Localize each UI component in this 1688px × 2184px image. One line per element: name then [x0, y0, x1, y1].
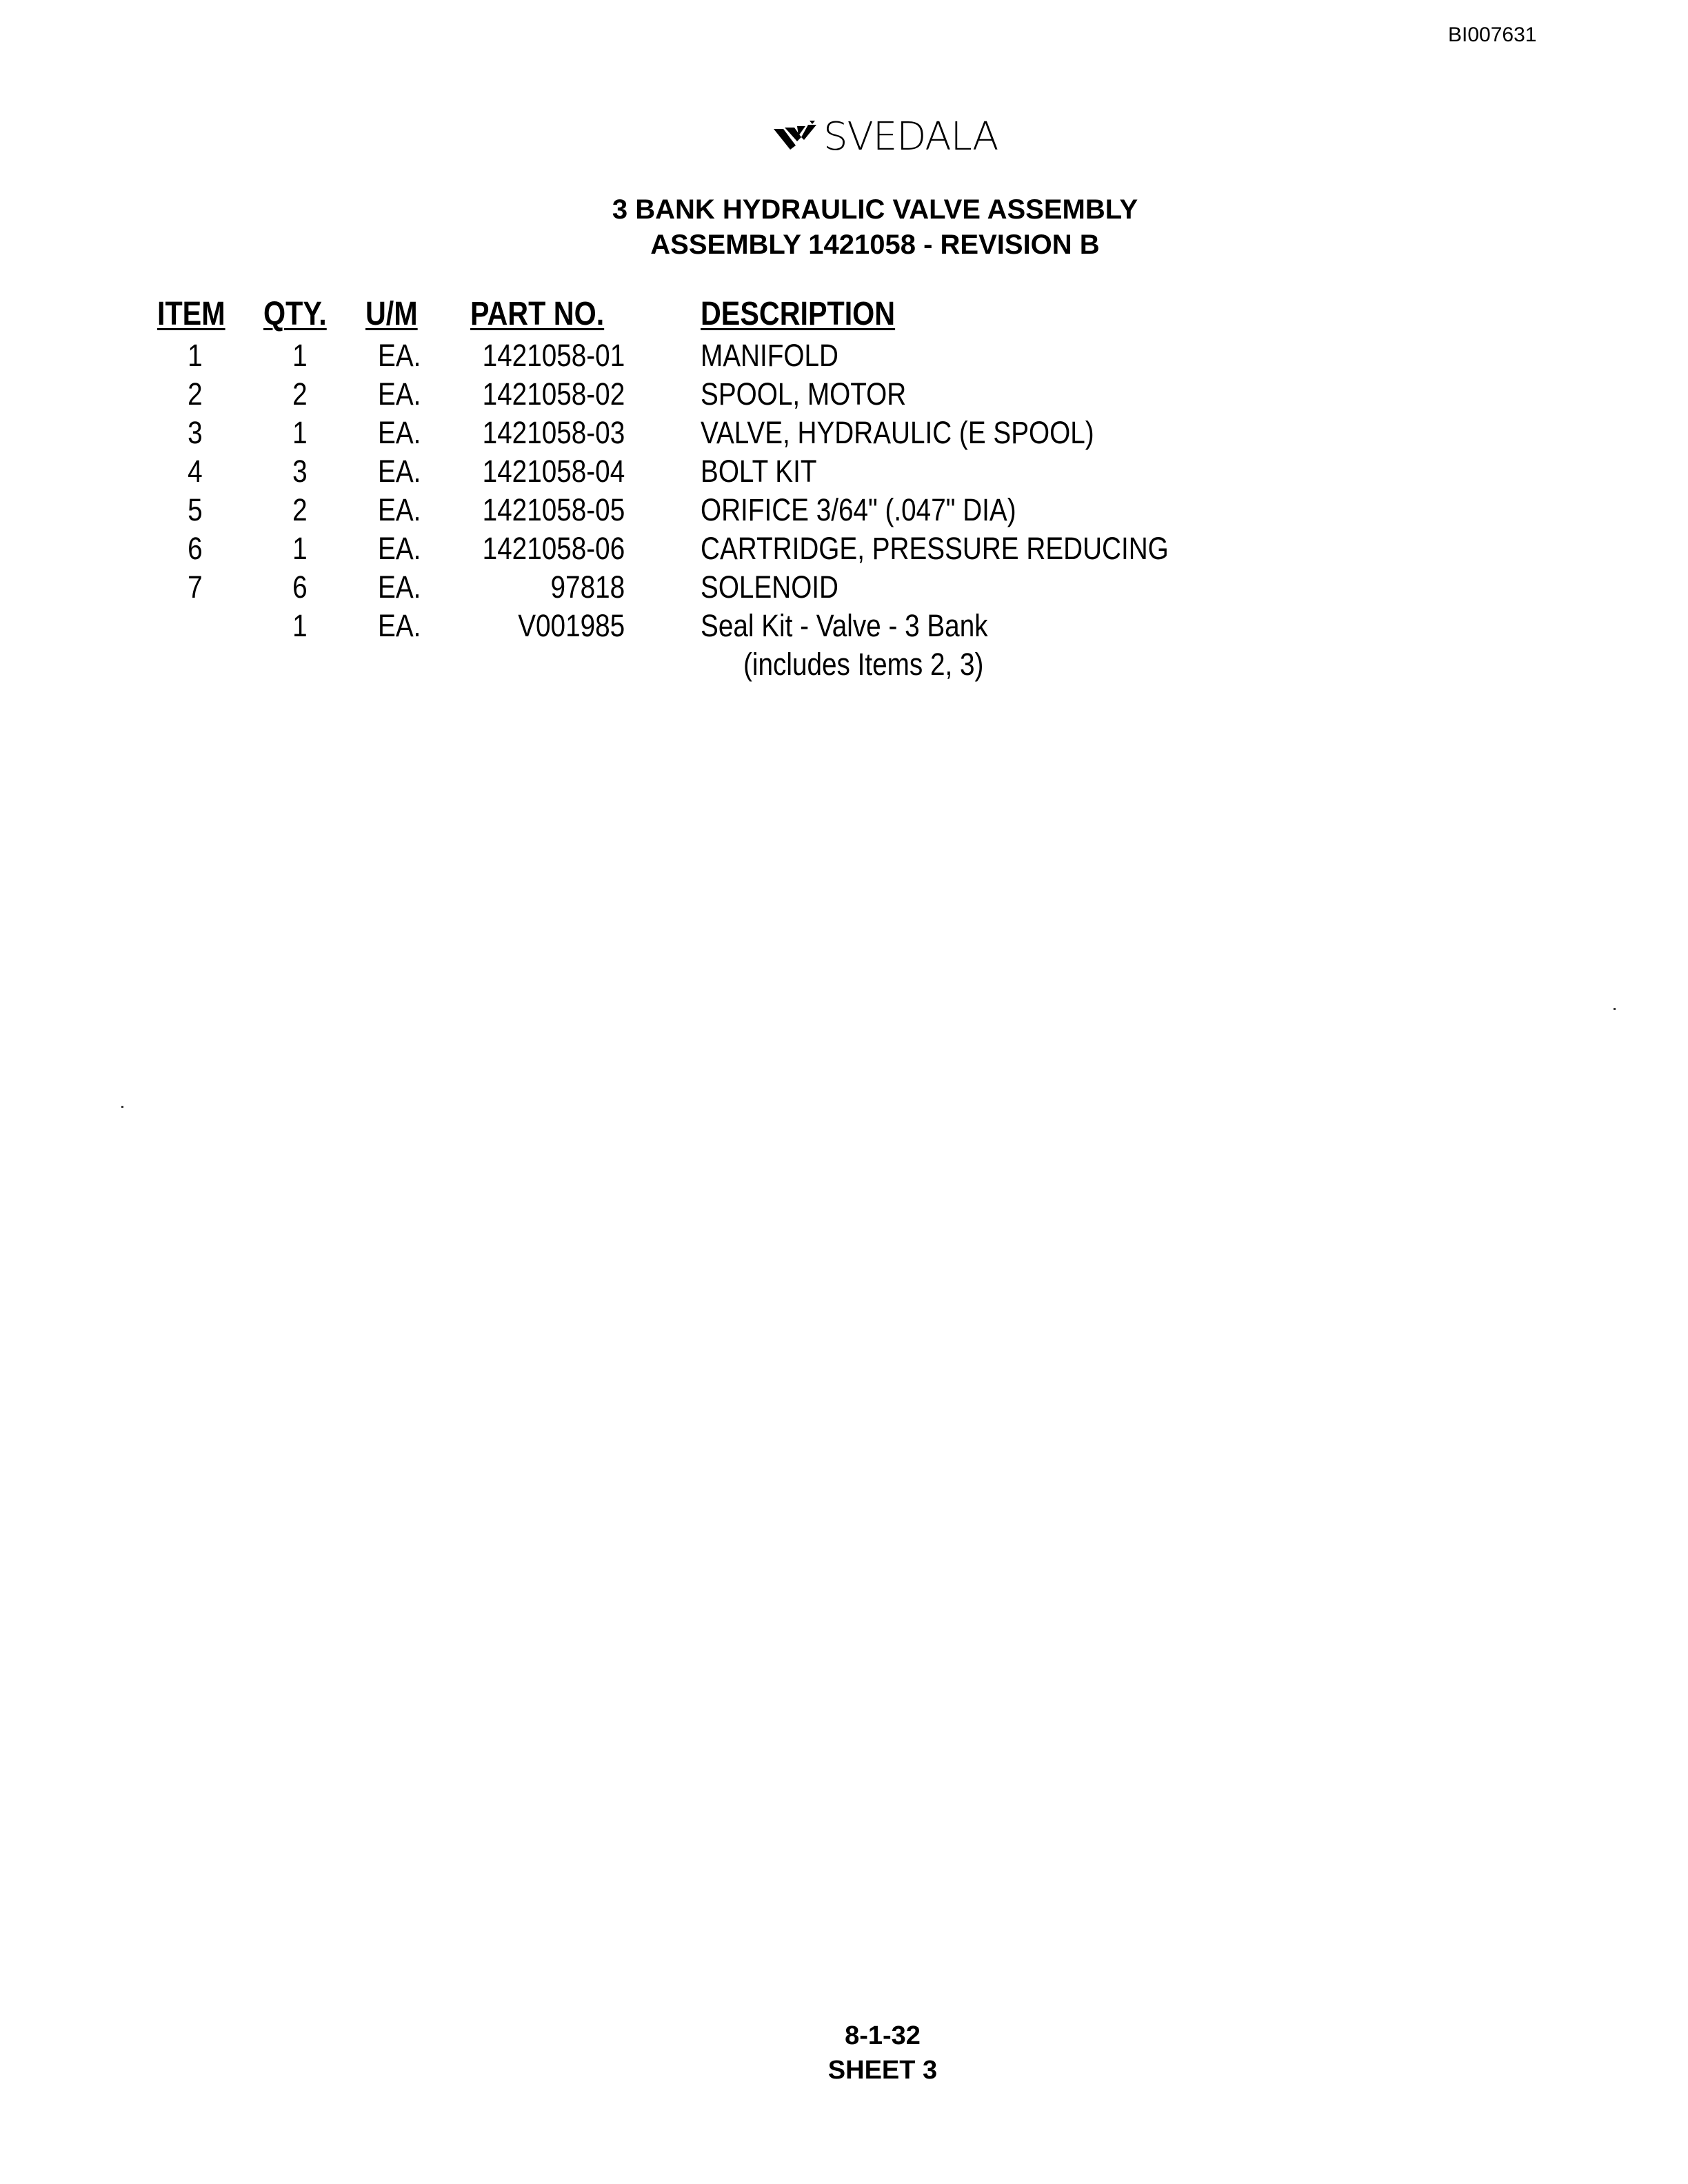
cell-description: VALVE, HYDRAULIC (E SPOOL) [701, 415, 1094, 450]
table-row [0, 492, 1688, 531]
table-note-row [0, 647, 1688, 685]
document-id: BI007631 [1448, 23, 1537, 46]
cell-part-no: 1421058-03 [482, 415, 625, 450]
table-row [0, 569, 1688, 608]
cell-part-no: V001985 [518, 608, 625, 643]
scan-speck [121, 1106, 123, 1108]
cell-um: EA. [378, 338, 421, 373]
cell-item: 5 [188, 492, 203, 527]
cell-item: 7 [188, 569, 203, 605]
brand-name: SVEDALA [823, 114, 998, 159]
table-row [0, 338, 1688, 376]
svedala-logo-icon [771, 119, 821, 154]
brand-logo [771, 116, 998, 157]
table-row [0, 608, 1688, 647]
cell-part-no: 1421058-01 [482, 338, 625, 373]
cell-um: EA. [378, 531, 421, 566]
document-title: 3 BANK HYDRAULIC VALVE ASSEMBLY [612, 194, 1138, 225]
cell-um: EA. [378, 492, 421, 527]
cell-item: 1 [188, 338, 203, 373]
column-header-description: DESCRIPTION [701, 296, 896, 332]
column-header-part-no: PART NO. [470, 296, 605, 332]
cell-item: 6 [188, 531, 203, 566]
cell-um: EA. [378, 376, 421, 412]
column-header-qty: QTY. [263, 296, 327, 332]
cell-description: SPOOL, MOTOR [701, 376, 907, 412]
cell-item: 2 [188, 376, 203, 412]
cell-qty: 1 [292, 415, 308, 450]
cell-um: EA. [378, 608, 421, 643]
table-row [0, 376, 1688, 415]
cell-part-no: 1421058-04 [482, 454, 625, 489]
column-header-item: ITEM [157, 296, 225, 332]
cell-qty: 2 [292, 492, 308, 527]
cell-description: ORIFICE 3/64" (.047" DIA) [701, 492, 1016, 527]
cell-um: EA. [378, 415, 421, 450]
document-subtitle: ASSEMBLY 1421058 - REVISION B [650, 230, 1100, 260]
cell-part-no: 1421058-02 [482, 376, 625, 412]
table-row [0, 531, 1688, 569]
cell-qty: 1 [292, 608, 308, 643]
cell-part-no: 1421058-05 [482, 492, 625, 527]
cell-description: BOLT KIT [701, 454, 817, 489]
cell-part-no: 1421058-06 [482, 531, 625, 566]
cell-qty: 1 [292, 338, 308, 373]
scan-speck [1614, 1008, 1616, 1010]
page-reference: 8-1-32 [845, 2021, 921, 2050]
column-header-um: U/M [365, 296, 418, 332]
cell-um: EA. [378, 569, 421, 605]
parts-table [0, 295, 1688, 685]
table-row [0, 415, 1688, 454]
cell-description: MANIFOLD [701, 338, 838, 373]
seal-kit-note: (includes Items 2, 3) [743, 647, 984, 682]
table-header-row [0, 295, 1688, 338]
cell-part-no: 97818 [550, 569, 625, 605]
cell-description: Seal Kit - Valve - 3 Bank [701, 608, 988, 643]
cell-qty: 6 [292, 569, 308, 605]
cell-qty: 2 [292, 376, 308, 412]
cell-um: EA. [378, 454, 421, 489]
cell-item: 4 [188, 454, 203, 489]
cell-description: SOLENOID [701, 569, 839, 605]
cell-description: CARTRIDGE, PRESSURE REDUCING [701, 531, 1169, 566]
cell-item: 3 [188, 415, 203, 450]
sheet-number: SHEET 3 [827, 2056, 938, 2085]
table-row [0, 454, 1688, 492]
cell-qty: 3 [292, 454, 308, 489]
cell-qty: 1 [292, 531, 308, 566]
